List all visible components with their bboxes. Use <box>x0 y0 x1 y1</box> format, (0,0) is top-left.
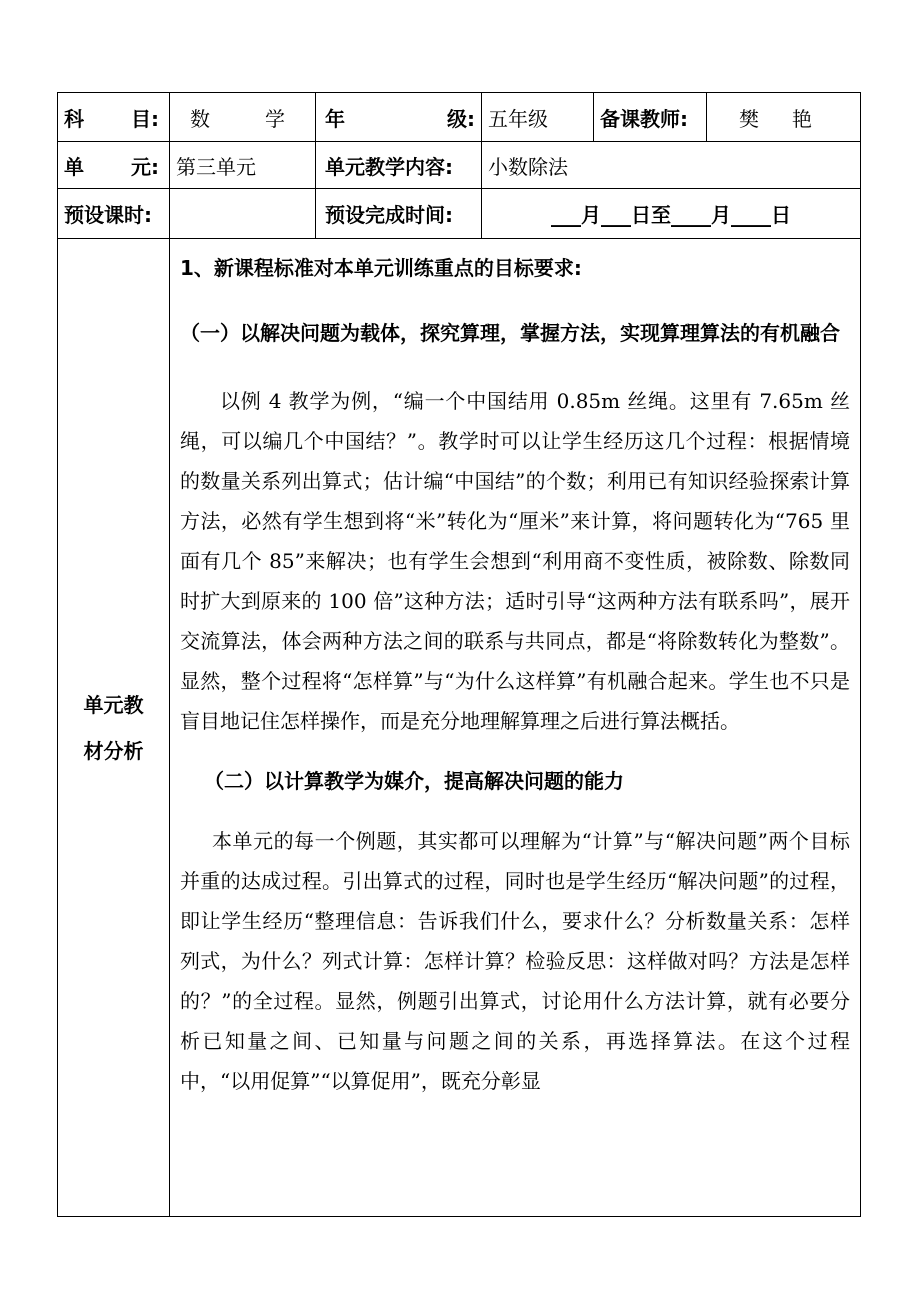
analysis-side-label-line2: 材分析 <box>83 738 144 763</box>
hours-label: 预设课时: <box>58 189 170 239</box>
teacher-value-b: 艳 <box>792 106 812 131</box>
analysis-heading: 1、新课程标准对本单元训练重点的目标要求: <box>180 256 582 280</box>
grade-value: 五年级 <box>482 93 594 142</box>
unit-value: 第三单元 <box>170 142 316 189</box>
content-value: 小数除法 <box>482 142 861 189</box>
header-row-2 <box>58 142 861 189</box>
subject-value-b: 学 <box>265 106 285 131</box>
section2-title: （二）以计算教学为媒介，提高解决问题的能力 <box>204 769 624 793</box>
analysis-content <box>170 239 861 1217</box>
teacher-value-a: 樊 <box>739 106 759 131</box>
subject-label-a: 科 <box>64 106 84 131</box>
section2-body: 本单元的每一个例题，其实都可以理解为“计算”与“解决问题”两个目标并重的达成过程。引出算式的过程，同时也是学生经历“解决问题”的过程，即让学生经历“整理信息：告诉我们什么，要求什么？分析数量关系：怎样列式，为什么？列式计算：怎样计算？检验反思：这样做对吗？方法是怎样的？”的全过程。显然，例题引出算式，讨论用什么方法计算，就有必要分析已知量之间、已知量与问题之间的关系，再选择算法。在这个过程中，“以用促算”“以算促用”，既充分彰显 <box>180 829 850 1093</box>
teacher-label: 备课教师: <box>594 93 707 142</box>
grade-label-a: 年 <box>325 106 345 131</box>
content-label: 单元教学内容: <box>316 142 482 189</box>
section1-title: （一）以解决问题为载体，探究算理，掌握方法，实现算理算法的有机融合 <box>180 321 840 345</box>
analysis-side-label <box>58 239 170 1217</box>
subject-value-cell <box>170 93 316 142</box>
section1-body: 以例 4 教学为例，“编一个中国结用 0.85m 丝绳。这里有 7.65m 丝绳，可以编几个中国结？”。教学时可以让学生经历这几个过程：根据情境的数量关系列出算式；估计编“中国结”的个数；利用已有知识经验探索计算方法，必然有学生想到将“米”转化为“厘米”来计算，将问题转化为“765 里面有几个 85”来解决；也有学生会想到“利用商不变性质，被除数、除数同时扩大到原来的 100 倍”这种方法；适时引导“这两种方法有联系吗”，展开交流算法，体会两种方法之间的联系与共同点，都是“将除数转化为整数”。显然，整个过程将“怎样算”与“为什么这样算”有机融合起来。学生也不只是盲目地记住怎样操作，而是充分地理解算理之后进行算法概括。 <box>180 389 850 733</box>
grade-label-b: 级: <box>447 106 475 131</box>
grade-label-cell <box>316 93 482 142</box>
lesson-plan-table <box>57 92 861 1217</box>
unit-label-cell <box>58 142 170 189</box>
analysis-row <box>58 239 861 1217</box>
header-row-3 <box>58 189 861 239</box>
subject-label-cell <box>58 93 170 142</box>
hours-value <box>170 189 316 239</box>
teacher-value-cell <box>707 93 861 142</box>
analysis-side-label-line1: 单元教 <box>83 692 144 717</box>
lesson-plan-page <box>57 92 860 1217</box>
finish-value: ___月___日至____月____日 <box>482 189 861 239</box>
unit-label-a: 单 <box>64 154 84 179</box>
finish-label: 预设完成时间: <box>316 189 482 239</box>
header-row-1 <box>58 93 861 142</box>
subject-value-a: 数 <box>190 106 210 131</box>
subject-label-b: 目: <box>131 106 159 131</box>
unit-label-b: 元: <box>131 154 159 179</box>
